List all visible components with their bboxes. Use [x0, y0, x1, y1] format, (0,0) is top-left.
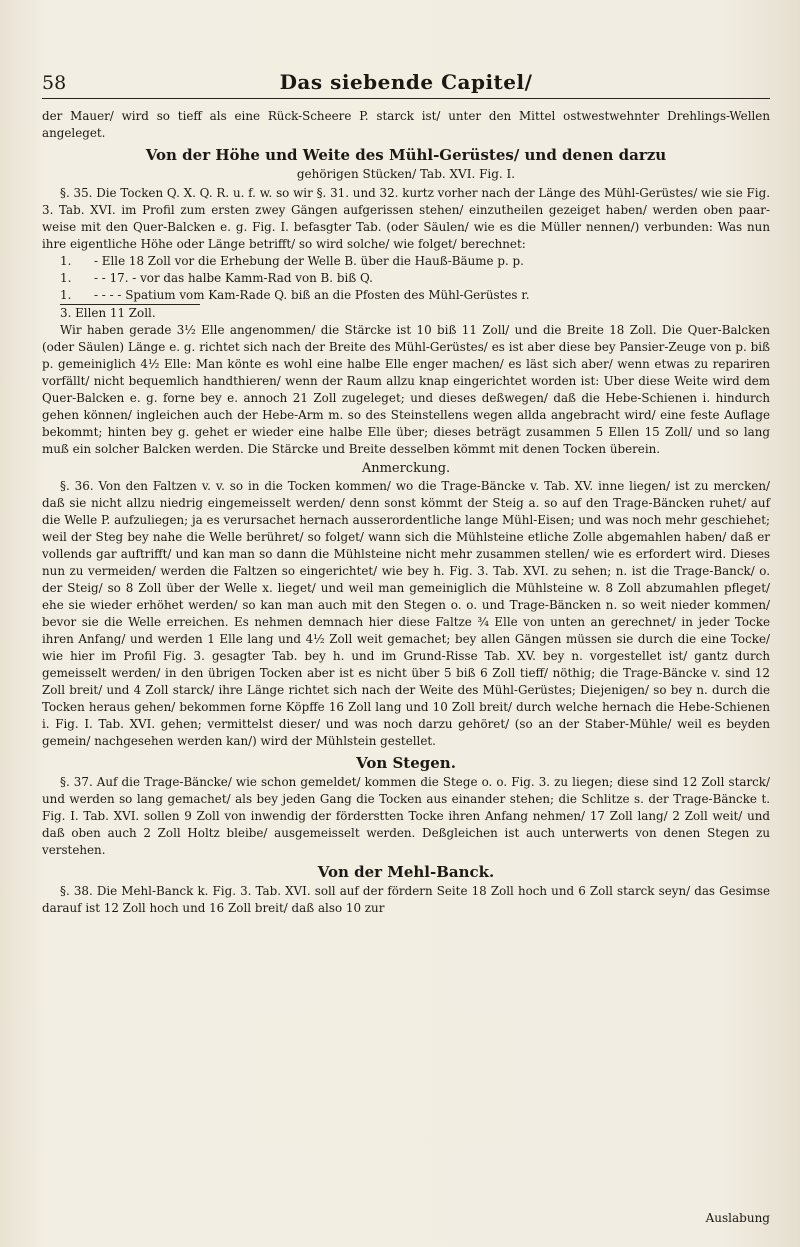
- paragraph-35: §. 35. Die Tocken Q. X. Q. R. u. f. w. so wir §. 31. und 32. kurtz vorher nach der Länge des Mühl-Gerüstes/ wie sie Fig. 3. Tab. XVI. im Profil zum ersten zwey Gängen aufgerissen stehen/ einzutheilen gezeiget haben/ werden oben paar-weise mit den Quer-Balcken e. g. Fig. I. befasgter Tab. (oder Säulen/ wie es die Müller nennen/) verbunden: Was nun ihre eigentliche Höhe oder Länge betrifft/ so wird solche/ wie folget/ berechnet:: [42, 186, 770, 251]
- running-head: [42, 68, 770, 99]
- section-subheading-height: gehörigen Stücken/ Tab. XVI. Fig. I.: [296, 167, 516, 181]
- paragraph-38: §. 38. Die Mehl-Banck k. Fig. 3. Tab. XVI. soll auf der fördern Seite 18 Zoll hoch und 6 Zoll starck seyn/ das Gesimse darauf ist 12 Zoll hoch und 16 Zoll breit/ daß also 10 zur: [42, 884, 770, 915]
- note-heading: Anmerckung.: [361, 461, 451, 476]
- measure-row-2: 1. - - 17. - vor das halbe Kamm-Rad von B. biß Q.: [60, 271, 373, 285]
- paragraph-0: der Mauer/ wird so tieff als eine Rück-Scheere P. starck ist/ unter den Mittel ostwestwehnter Drehlings-Wellen angeleget.: [42, 109, 770, 140]
- page-body: [42, 108, 770, 917]
- measure-sum: 3. Ellen 11 Zoll.: [60, 306, 156, 320]
- catchword: Auslabung: [705, 1211, 770, 1225]
- measure-row-1: 1. - Elle 18 Zoll vor die Erhebung der Welle B. über die Hauß-Bäume p. p.: [60, 254, 524, 268]
- section-heading-height: Von der Höhe und Weite des Mühl-Gerüstes/ und denen darzu: [145, 146, 667, 164]
- page-number: 58: [42, 72, 67, 94]
- section-heading-mehlbanck: Von der Mehl-Banck.: [317, 863, 495, 881]
- chapter-title: Das siebende Capitel/: [279, 70, 533, 94]
- measure-row-3: 1. - - - - Spatium vom Kam-Rade Q. biß an die Pfosten des Mühl-Gerüstes r.: [60, 288, 530, 302]
- section-heading-stegen: Von Stegen.: [356, 754, 456, 772]
- paragraph-37: §. 37. Auf die Trage-Bäncke/ wie schon gemeldet/ kommen die Stege o. o. Fig. 3. zu liegen; diese sind 12 Zoll starck/ und werden so lang gemachet/ als bey jeden Gang die Tocken aus einander stehen; die Schlitze s. der Trage-Bäncke t. Fig. I. Tab. XVI. sollen 9 Zoll von inwendig der förderstten Tocke ihren Anfang nehmen/ 17 Zoll lang/ 2 Zoll weit/ und daß oben auch 2 Zoll Holtz bleibe/ ausgemeisselt werden. Deßgleichen ist auch unterwerts von denen Stegen zu verstehen.: [42, 775, 770, 857]
- paragraph-35-cont: Wir haben gerade 3½ Elle angenommen/ die Stärcke ist 10 biß 11 Zoll/ und die Breite 18 Zoll. Die Quer-Balcken (oder Säulen) Länge e. g. richtet sich nach der Breite des Mühl-Gerüstes/ es ist aber diese bey Pansier-Zeuge von p. biß p. gemeiniglich 4½ Elle: Man könte es wohl eine halbe Elle enger machen/ es läst sich aber/ wenn etwas zu repariren vorfällt/ nicht bequemlich handthieren/ wenn der Raum allzu knap eingerichtet worden ist: Uber diese Weite wird dem Quer-Balcken e. g. forne bey e. annoch 21 Zoll zugeleget; und dieses deßwegen/ daß die Hebe-Schienen i. hindurch gehen können/ ingleichen auch der Hebe-Arm m. so des Steinstellens wegen allda angebracht wird/ eine feste Auflage bekommt; hinten bey g. gehet er wieder eine halbe Elle über; dieses beträgt zusammen 5 Ellen 15 Zoll/ und so lang muß ein solcher Balcken werden. Die Stärcke und Breite desselben kömmt mit denen Tocken überein.: [42, 323, 770, 456]
- paragraph-36: §. 36. Von den Faltzen v. v. so in die Tocken kommen/ wo die Trage-Bäncke v. Tab. XV. inne liegen/ ist zu mercken/ daß sie nicht allzu niedrig eingemeisselt werden/ denn sonst kömmt der Steig a. so auf den Trage-Bäncken ruhet/ auf die Welle P. aufzuliegen; ja es verursachet hernach ausserordentliche lange Mühl-Eisen; und was noch mehr geschiehet; weil der Steg bey nahe die Welle berühret/ so folget/ wann sich die Mühlsteine etliche Zolle abgemahlen haben/ daß er vollends gar auftrifft/ und kan man so dann die Mühlsteine nicht mehr zusammen stellen/ wie es erfordert wird. Dieses nun zu vermeiden/ werden die Faltzen so eingerichtet/ wie bey h. Fig. 3. Tab. XVI. zu sehen; n. ist die Trage-Banck/ o. der Steig/ so 8 Zoll über der Welle x. lieget/ und weil man gemeiniglich die Mühlsteine w. 8 Zoll abzumahlen pfleget/ ehe sie wieder erhöhet werden/ so kan man auch mit den Stegen o. o. und Trage-Bäncken n. so weit nieder kommen/ bevor sie die Welle erreichen. Es nehmen demnach hier diese Faltze ¾ Elle von unten an gerechnet/ in jeder Tocke ihren Anfang/ und werden 1 Elle lang und 4½ Zoll weit gemachet; bey allen Gängen müssen sie durch die eine Tocke/ wie hier im Profil Fig. 3. gesagter Tab. bey h. und im Grund-Risse Tab. XV. bey n. vorgestellet ist/ gantz durch gemeisselt werden/ in den übrigen Tocken aber ist es nicht über 5 biß 6 Zoll tieff/ nöthig; die Trage-Bäncke v. sind 12 Zoll breit/ und 4 Zoll starck/ ihre Länge richtet sich nach der Weite des Mühl-Gerüstes; Diejenigen/ so bey n. durch die Tocken heraus gehen/ bekommen forne Köpffe 16 Zoll lang und 10 Zoll breit/ durch welche hernach die Hebe-Schienen i. Fig. I. Tab. XVI. gehen; vermittelst dieser/ und was noch darzu gehöret/ (so an der Staber-Mühle/ weil es beyden gemein/ nachgesehen werden kan/) wird der Mühlstein gestellet.: [42, 479, 770, 748]
